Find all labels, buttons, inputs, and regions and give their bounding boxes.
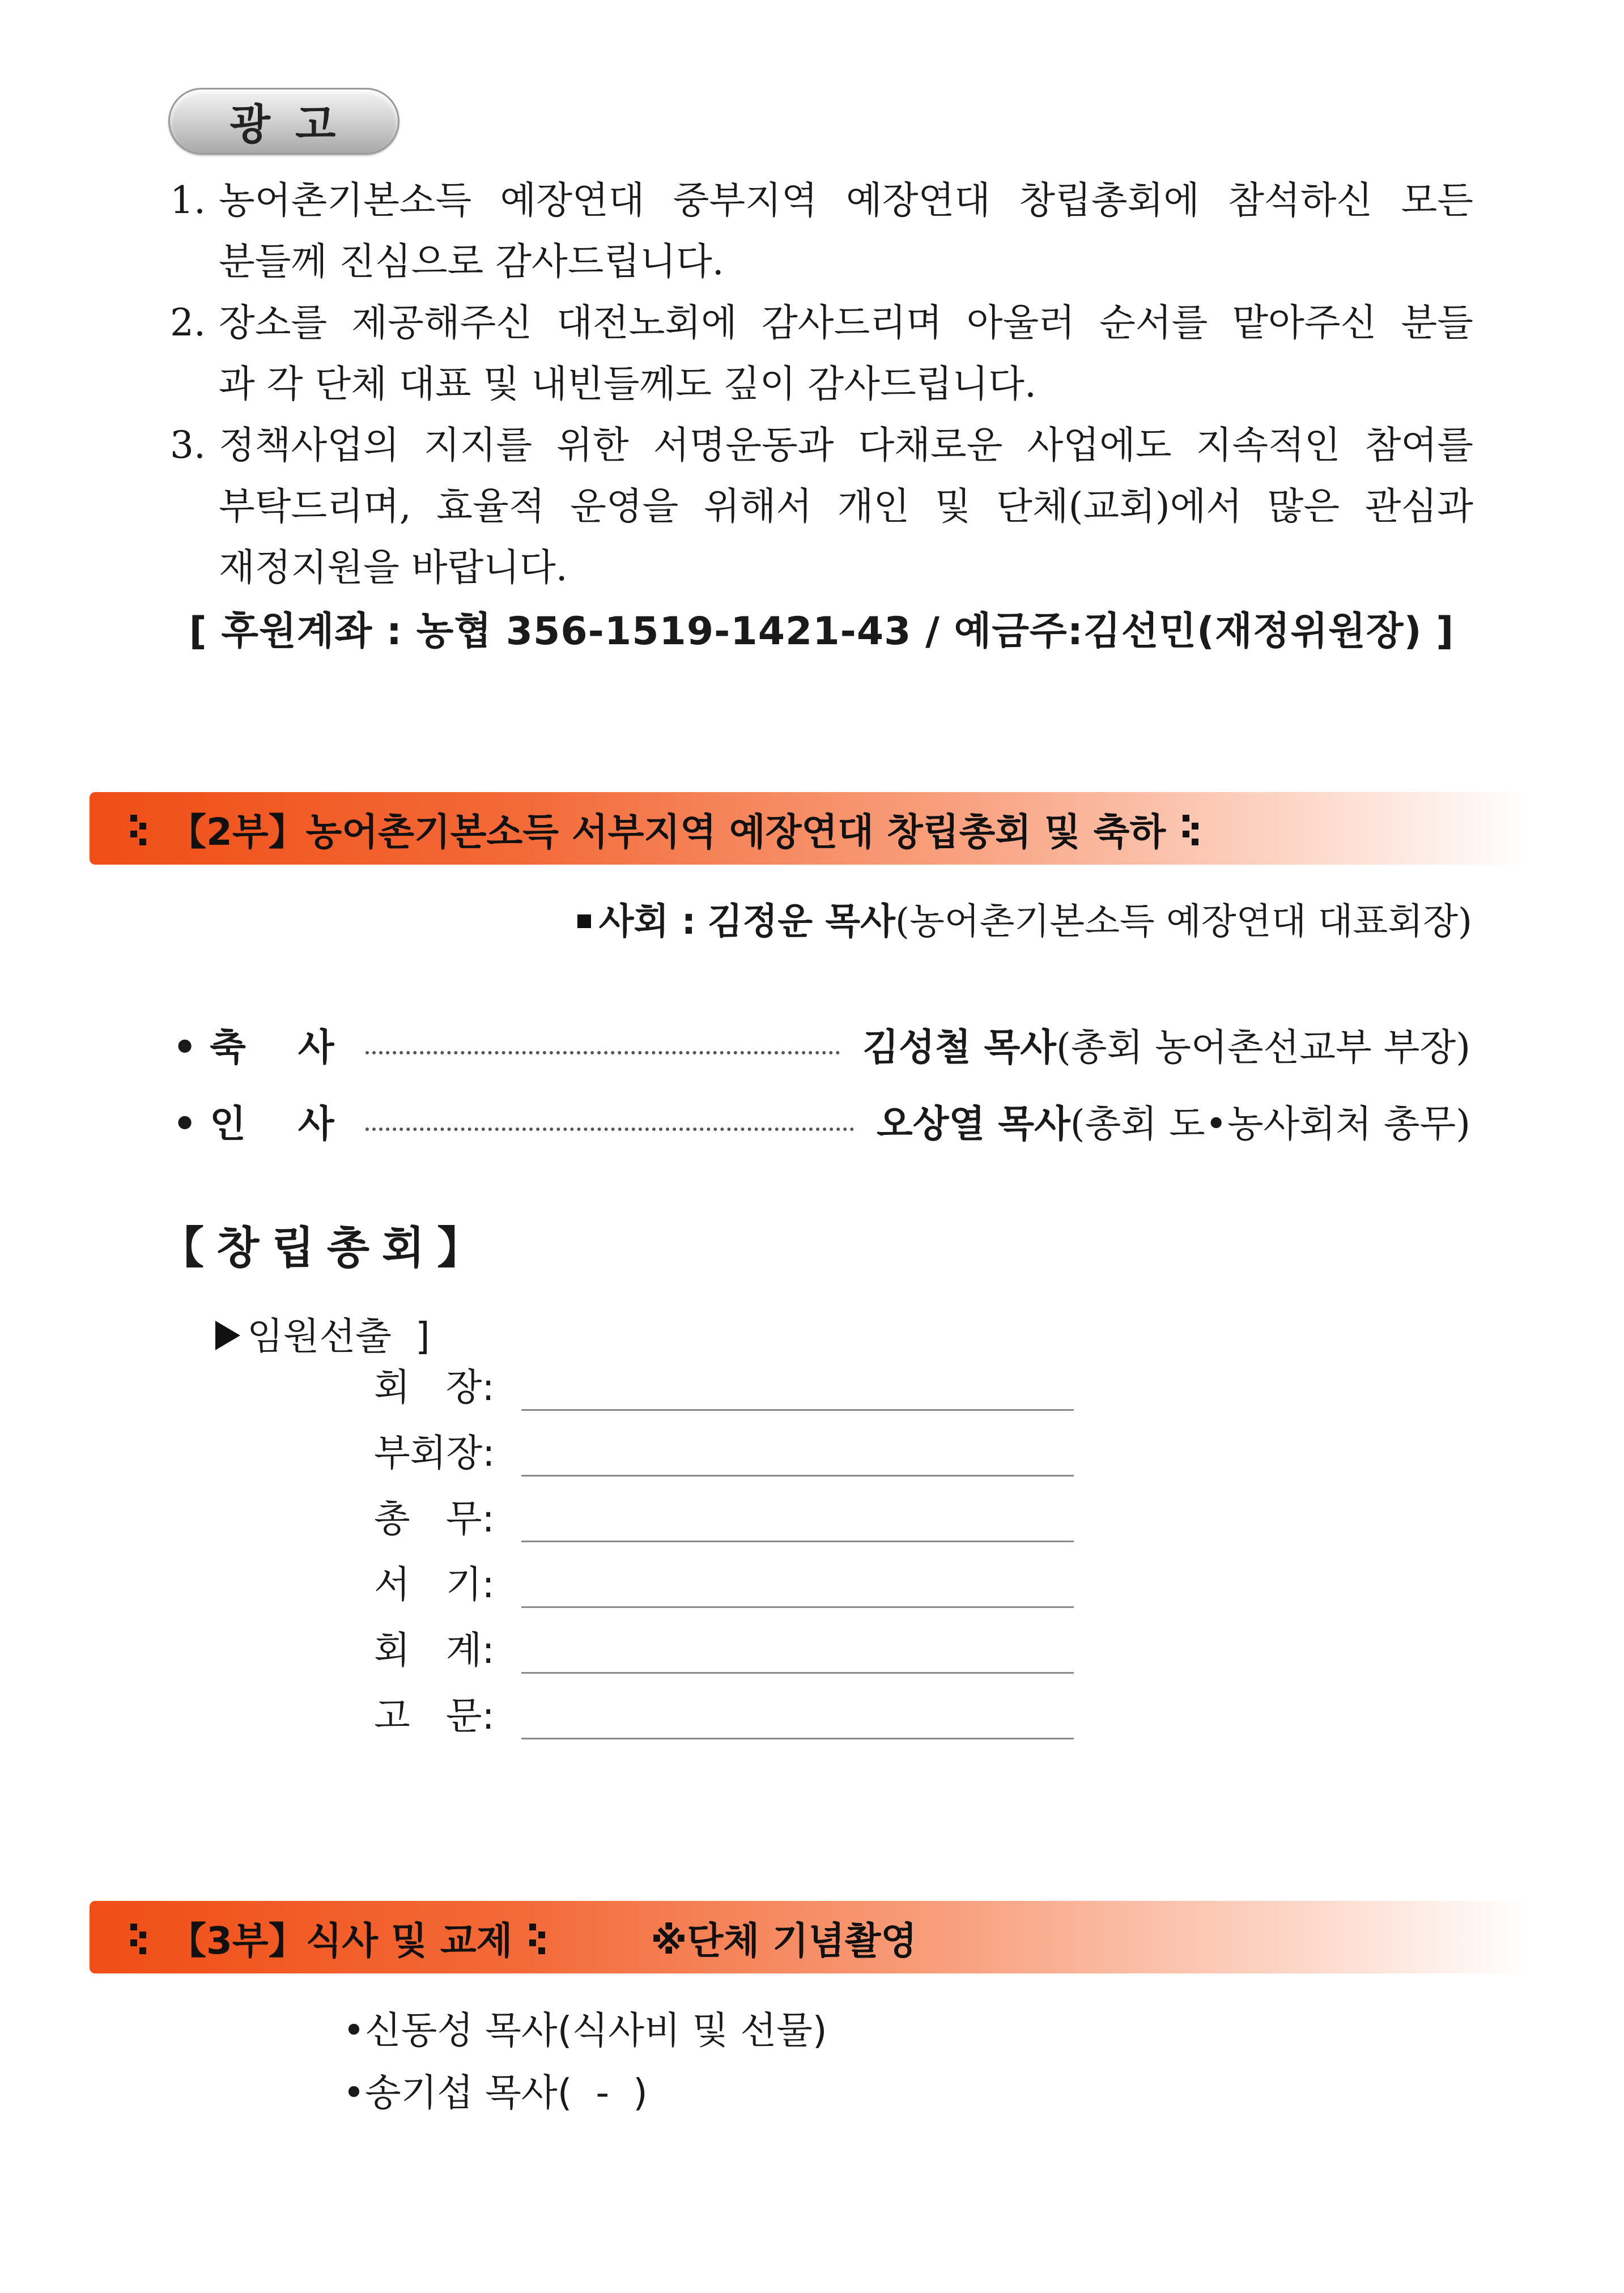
officer-row-treasurer (374, 1617, 1074, 1674)
program-person: 오상열 목사 (877, 1102, 1070, 1146)
ad-item-number: 2. (170, 301, 206, 344)
part3-section-bar (90, 1901, 1529, 1973)
officer-label: 서 기: (374, 1563, 495, 1606)
officer-blank-line (521, 1638, 1074, 1674)
officer-row-advisor (374, 1683, 1074, 1739)
ad-item-1 (170, 170, 1473, 292)
officer-row-general-secretary (374, 1486, 1074, 1542)
program-person-desc: (총회 도•농사회처 총무) (1070, 1102, 1470, 1146)
checker-icon (529, 1919, 549, 1955)
election-heading-text: 임원선출 ] (247, 1314, 430, 1358)
checker-icon (130, 1919, 150, 1955)
checker-icon (130, 810, 150, 846)
ad-title-badge: 광고 (168, 88, 399, 155)
moderator-line (577, 892, 1472, 945)
square-bullet-icon (577, 914, 591, 928)
officer-row-president (374, 1354, 1074, 1411)
program-row-congratulation (173, 1017, 1470, 1068)
officer-label: 회 장: (374, 1365, 495, 1409)
officer-label: 고 문: (374, 1694, 495, 1738)
election-heading (215, 1306, 430, 1360)
program-role: • 인 사 (173, 1102, 334, 1146)
program-row-greeting (173, 1094, 1470, 1145)
ad-item-text: 정책사업의 지지를 위한 서명운동과 다채로운 사업에도 지속적인 참여를 (219, 423, 1473, 467)
ad-item-text: 과 각 단체 대표 및 내빈들께도 깊이 감사드립니다. (219, 362, 1036, 406)
ad-item-text: 분들께 진심으로 감사드립니다. (219, 240, 724, 283)
ad-item-text: 재정지원을 바랍니다. (219, 546, 568, 589)
moderator-role: (농어촌기본소득 예장연대 대표회장) (895, 901, 1472, 943)
meal-sponsor-item: •신동성 목사(식사비 및 선물) (343, 2009, 827, 2052)
checker-icon (1183, 810, 1202, 846)
ad-item-text: 농어촌기본소득 예장연대 중부지역 예장연대 창립총회에 참석하신 모든 (219, 178, 1473, 222)
founding-title: 【창립총회】 (160, 1223, 494, 1274)
ad-item-number: 3. (170, 423, 206, 467)
dotted-leader (365, 1051, 840, 1054)
program-person-desc: (총회 농어촌선교부 부장) (1056, 1026, 1470, 1069)
ad-item-text: 부탁드리며, 효율적 운영을 위해서 개인 및 단체(교회)에서 많은 관심과 (219, 484, 1473, 528)
moderator-label: 사회 : (598, 901, 696, 943)
officer-label: 부회장: (374, 1431, 495, 1475)
part2-section-bar (90, 792, 1529, 865)
officer-label: 총 무: (374, 1497, 495, 1541)
ad-notice-list (170, 170, 1473, 598)
officer-blank-line (521, 1507, 1074, 1542)
officer-blank-line (521, 1704, 1074, 1739)
program-role: • 축 사 (173, 1026, 334, 1069)
meal-sponsor-item: •송기섭 목사( - ) (343, 2071, 648, 2115)
part2-title: 【2부】농어촌기본소득 서부지역 예장연대 창립총회 및 축하 (169, 810, 1166, 854)
ad-item-number: 1. (170, 178, 206, 222)
triangle-bullet-icon (215, 1321, 240, 1350)
ad-item-text: 장소를 제공해주신 대전노회에 감사드리며 아울러 순서를 맡아주신 분들 (219, 301, 1473, 344)
donation-account: [ 후원계좌 : 농협 356-1519-1421-43 / 예금주:김선민(재정위원장) ] (189, 609, 1455, 654)
officer-label: 회 계: (374, 1628, 495, 1672)
officer-blank-line (521, 1572, 1074, 1608)
officer-blank-line (521, 1441, 1074, 1477)
group-photo-note: ※단체 기념촬영 (651, 1918, 917, 1963)
program-person: 김성철 목사 (862, 1026, 1056, 1069)
officer-row-clerk (374, 1551, 1074, 1608)
ad-item-2 (170, 292, 1473, 415)
ad-item-3 (170, 415, 1473, 598)
part3-title: 【3부】식사 및 교제 (169, 1918, 513, 1963)
officer-blank-line (521, 1375, 1074, 1411)
officer-row-vice-president (374, 1420, 1074, 1477)
moderator-name: 김정운 목사 (707, 901, 896, 943)
dotted-leader (365, 1128, 854, 1131)
